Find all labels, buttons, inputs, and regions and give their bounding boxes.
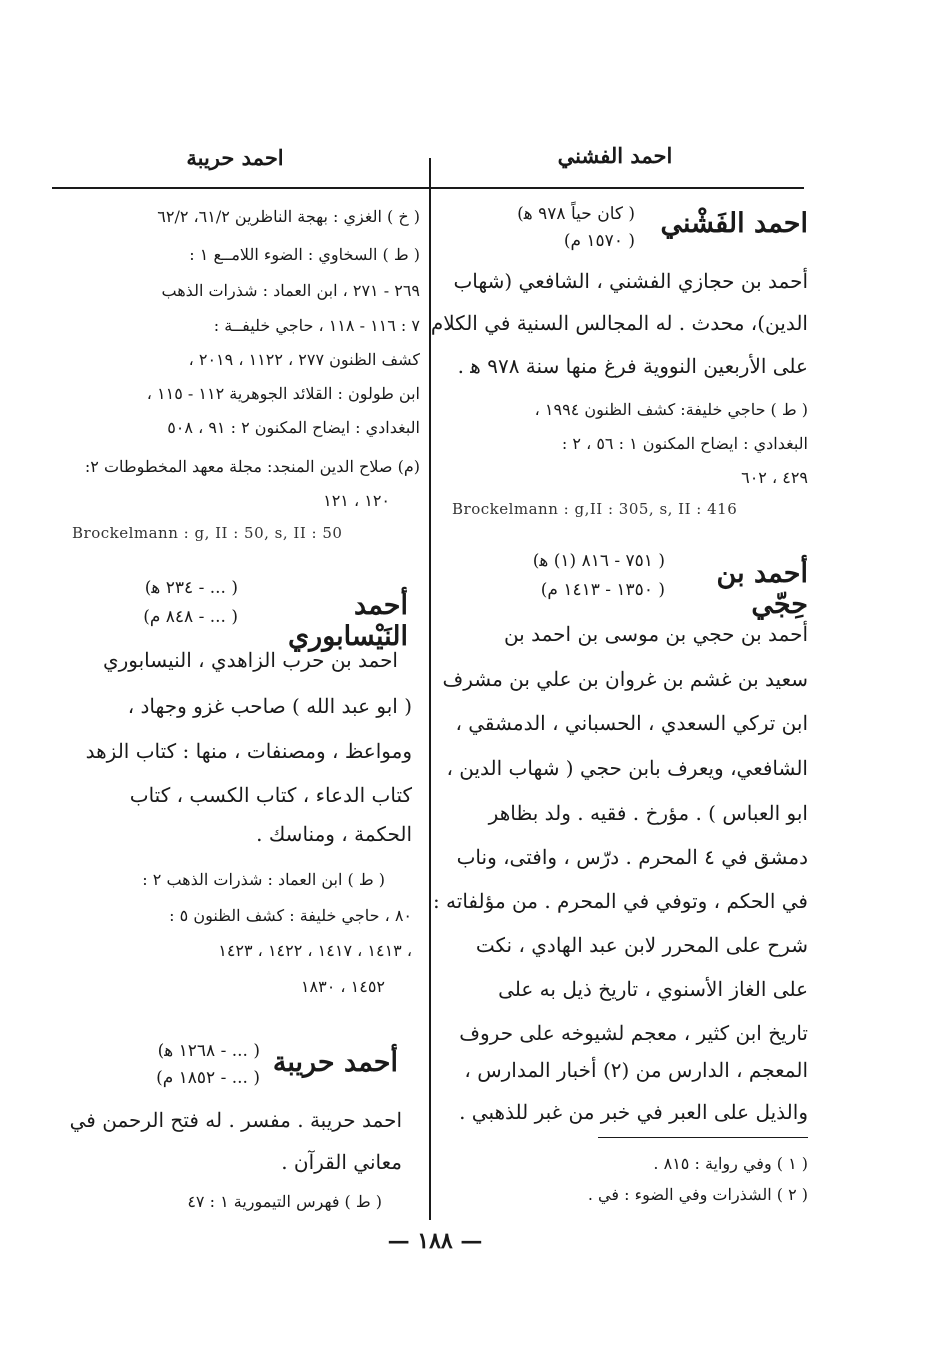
entry-date-gregorian: ( ١٣٥٠ - ١٤١٣ م) (540, 580, 665, 600)
entry-date-gregorian: ( ... - ٨٤٨ م) (143, 607, 238, 627)
reference-line: كشف الظنون ٢٧٧ ، ١١٢٢ ، ٢٠١٩ ، (188, 350, 420, 369)
entry-title-alfashni: احمد الفَشْني (660, 208, 808, 239)
reference-line: ( خ ) الغزي : بهجة الناظرين ٦١/٢، ٦٢/٢ (157, 207, 420, 226)
header-rule (52, 187, 804, 189)
footnote-rule (598, 1137, 808, 1138)
entry-date-hijri: ( ... - ٢٣٤ ﻫ) (144, 578, 238, 598)
body-line: دمشق في ٤ المحرم . درّس ، وافتى، وناب (456, 845, 808, 869)
reference-line: ( ط ) السخاوي : الضوء اللامــع ١ : (189, 245, 420, 264)
body-line: تاريخ ابن كثير ، معجم لشيوخه على حروف (459, 1021, 808, 1045)
reference-line: ٧ : ١١٦ - ١١٨ ، حاجي خليفــة : (213, 316, 420, 335)
footnote: ( ٢ ) الشذرات وفي الضوء : في . (587, 1185, 808, 1204)
body-line: ومواعظ ، ومصنفات ، منها : كتاب الزهد (85, 739, 412, 763)
reference-line: ١٤٥٢ ، ١٨٣٠ (300, 977, 385, 996)
body-line: على الأربعين النووية فرغ منها سنة ٩٧٨ ﻫ . (457, 354, 808, 378)
reference-line: البغدادي : ايضاح المكنون ٢ : ٩١ ، ٥٠٨ (167, 418, 420, 437)
body-line: الشافعي، ويعرف بابن حجي ( شهاب الدين ، (446, 756, 808, 780)
footnote: ( ١ ) وفي رواية : ٨١٥ . (653, 1154, 808, 1173)
reference-line: ابن طولون : القلائد الجوهرية ١١٢ - ١١٥ ، (146, 384, 420, 403)
body-line: الحكمة ، ومناسك . (256, 822, 412, 846)
entry-date-gregorian: ( ١٥٧٠ م) (563, 231, 635, 251)
body-line: ابن تركي السعدي ، الحسباني ، الدمشقي ، (455, 711, 808, 735)
body-line: احمد حريبة . مفسر . له فتح الرحمن في (69, 1108, 402, 1132)
body-line: أحمد بن حجازي الفشني ، الشافعي (شهاب (453, 269, 808, 293)
reference-line: ( ط ) فهرس التيمورية ١ : ٤٧ (187, 1192, 382, 1211)
entry-title-alnaysaburi: أحمد النَيْسابوري (288, 590, 408, 652)
latin-reference: Brockelmann : g, II : 50, s, II : 50 (72, 524, 343, 542)
reference-line: ٤٢٩ ، ٦٠٢ (741, 468, 808, 487)
running-header-left: احمد حريبة (186, 145, 284, 170)
body-line: أحمد بن حجي بن موسى بن احمد بن (503, 622, 808, 646)
body-line: احمد بن حرب الزاهدي ، النيسابوري (102, 648, 398, 672)
reference-line: ١٤١٣ ، ١٤١٧ ، ١٤٢٢ ، ١٤٢٣ ، (218, 941, 412, 960)
reference-line: ٢٦٩ - ٢٧١ ، ابن العماد : شذرات الذهب (161, 281, 420, 300)
entry-date-gregorian: ( ... - ١٨٥٢ م) (156, 1068, 260, 1088)
entry-title-hariba: أحمد حريبة (272, 1047, 398, 1078)
body-line: سعيد بن غشم بن غروان بن علي بن مشرف (442, 667, 808, 691)
body-line: الدين)، محدث . له المجالس السنية في الكلام (430, 311, 808, 335)
page-number: — ١٨٨ — (387, 1228, 483, 1254)
entry-date-hijri: ( ... - ١٢٦٨ ﻫ) (157, 1041, 260, 1061)
reference-line: البغدادي : ايضاح المكنون ١ : ٥٦ ، ٢ : (561, 434, 808, 453)
entry-date-hijri: ( كان حياً ٩٧٨ ﻫ) (517, 204, 635, 224)
latin-reference: Brockelmann : g,II : 305, s, II : 416 (452, 500, 738, 518)
reference-line: ١٢٠ ، ١٢١ (323, 491, 390, 510)
body-line: ابو العباس ) . مؤرخ . فقيه . ولد بظاهر (488, 801, 808, 825)
reference-line: ( ط ) حاجي خليفة: كشف الظنون ١٩٩٤ ، (534, 400, 808, 419)
body-line: كتاب الدعاء ، كتاب الكسب ، كتاب (129, 783, 412, 807)
body-line: على الغاز الأسنوي ، تاريخ ذيل به على (498, 977, 808, 1001)
reference-line: (م) صلاح الدين المنجد: مجلة معهد المخطوطات ٢: (84, 457, 420, 476)
body-line: معاني القرآن . (281, 1150, 402, 1174)
entry-title-ibn-hijji: أحمد بن حِجّي (716, 558, 808, 620)
body-line: في الحكم ، وتوفي في المحرم . من مؤلفاته : (432, 889, 808, 913)
entry-date-hijri: ( ٧٥١ - ٨١٦ (١) ﻫ) (532, 551, 665, 571)
reference-line: ٨٠ ، حاجي خليفة : كشف الظنون ٥ : (169, 906, 412, 925)
body-line: ( ابو عبد الله ) صاحب غزو وجهاد ، (127, 694, 412, 718)
body-line: شرح على المحرر لابن عبد الهادي ، نكت (475, 933, 808, 957)
body-line: والذيل على العبر في خبر من غبر للذهبي . (459, 1100, 808, 1124)
body-line: المعجم ، الدارس من (٢) أخبار المدارس ، (464, 1058, 808, 1082)
reference-line: ( ط ) ابن العماد : شذرات الذهب ٢ : (142, 870, 385, 889)
running-header-right: احمد الفشني (557, 143, 673, 168)
